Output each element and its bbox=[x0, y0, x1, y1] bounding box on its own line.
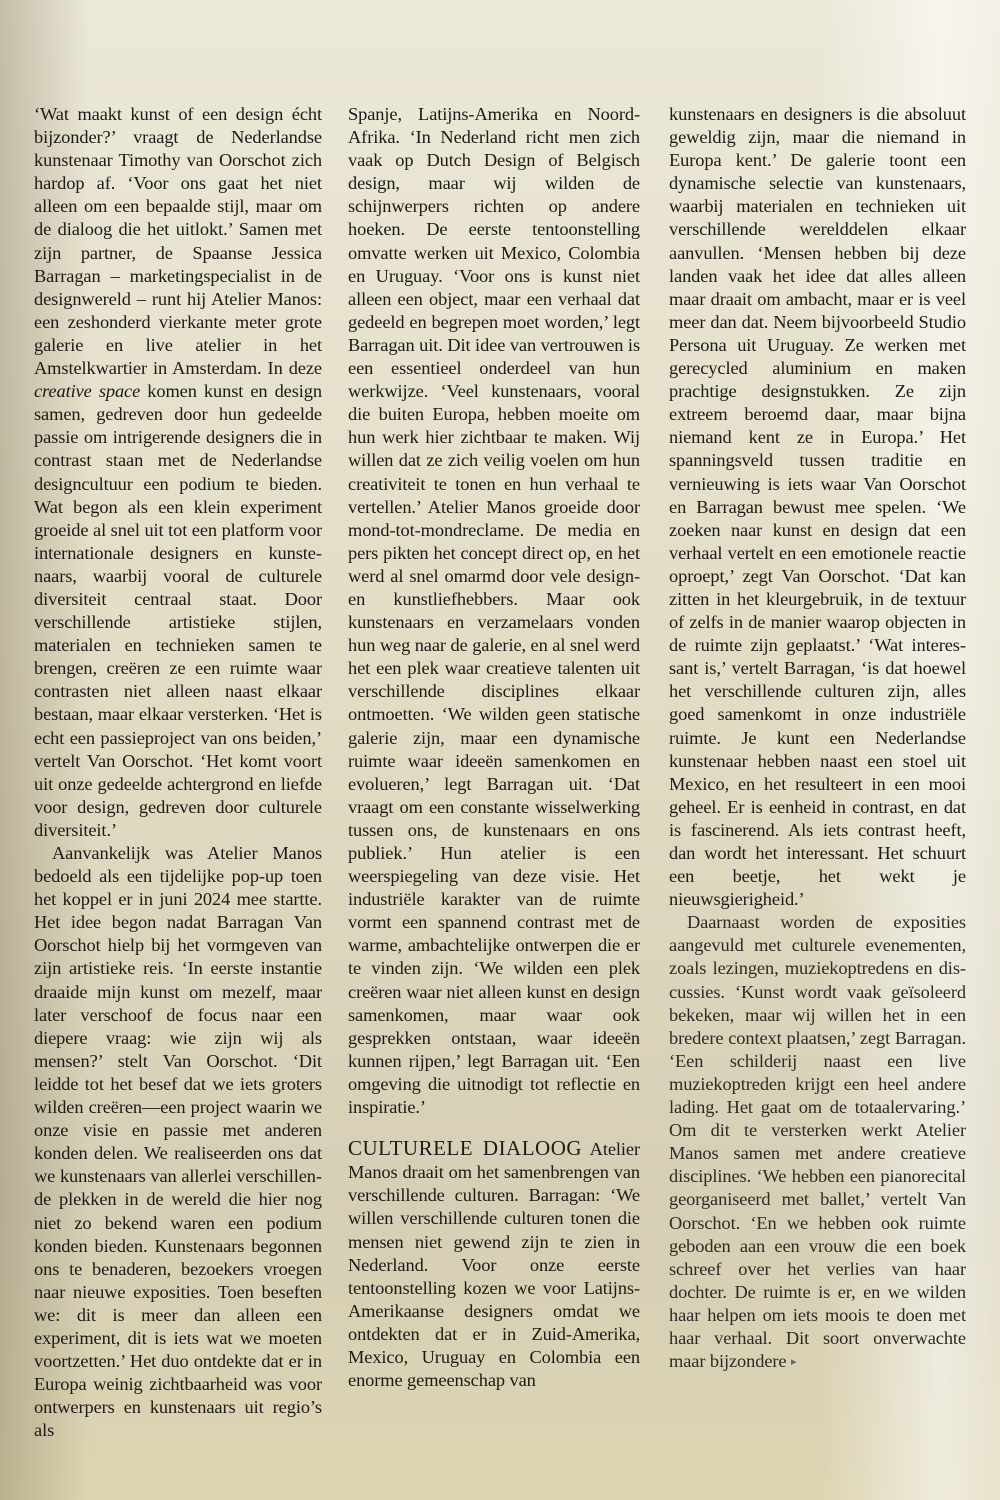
paragraph-continued-2: kunstenaars en designers is die absoluut geweldig zijn, maar die niemand in Europa kent.’ De galerie toont een dynamische selectie van kunstenaars, waarbij materialen en technieken uit verschillende werelddelen elkaar aanvullen. ‘Mensen hebben bij deze landen vaak het idee dat alles alleen maar draait om ambacht, maar er is veel meer dan dat. Neem bijvoorbeeld Studio Persona uit Uruguay. Ze werken met gerecycled aluminium en maken prachtige designstukken. Ze zijn extreem beroemd daar, maar bijna niemand kent ze in Europa.’ Het spanningsveld tussen traditie en vernieuwing is iets waar Van Oorschot en Barragan bewust mee spelen. ‘We zoeken naar kunst en design dat een verhaal vertelt en een emotionele reactie oproept,’ zegt Van Oorschot. ‘Dat kan zitten in het kleurgebruik, in de textuur of zelfs in de manier waarop objecten in de ruimte zijn geplaatst.’ ‘Wat interessant is,’ vertelt Barragan, ‘is dat hoewel het verschillende culturen zijn, alles goed samenkomt in onze industriële ruimte. Je kunt een Nederlandse kunstenaar hebben naast een stoel uit Mexico, en het resulteert in een mooi geheel. Er is eenheid in contrast, en dat is fascinerend. Als iets contrast heeft, dan wordt het interessant. Het schuurt een beetje, het wekt je nieuwsgierigheid.’ bbox=[669, 104, 966, 910]
paragraph-intro bbox=[34, 103, 322, 842]
italic-phrase: creative space bbox=[34, 381, 141, 402]
article-column-3 bbox=[669, 103, 966, 1374]
paragraph-continued: Spanje, Latijns-Amerika en Noord-Afrika. ‘In Nederland richt men zich vaak op Dutch Design of Belgisch design, maar wij wilden de schijnwerpers richten op andere hoeken. De eerste tentoonstelling omvatte werken uit Mexico, Colombia en Uruguay. ‘Voor ons is kunst niet alleen een object, maar een verhaal dat gedeeld en begrepen moet worden,’ legt Barragan uit. Dit idee van vertrouwen is een essentieel onderdeel van hun werkwijze. ‘Veel kunstenaars, vooral die buiten Europa, hebben moeite om hun werk hier zichtbaar te maken. Wij willen dat ze zich veilig voelen om hun creativiteit te tonen en hun verhaal te vertellen.’ Atelier Manos groeide door mond-tot-mondreclame. De media en pers pikten het concept direct op, en het werd al snel omarmd door vele design- en kunstliefhebbers. Maar ook kunstenaars en verzamelaars vonden hun weg naar de galerie, en al snel werd het een plek waar creatieve talenten uit verschillende disciplines elkaar ontmoetten. ‘We wilden geen statische galerie zijn, maar een dynamische ruimte waar ideeën samenkomen en evolueren,’ legt Barragan uit. ‘Dat vraagt om een constante wisselwerking tussen ons, de kunstenaars en ons publiek.’ Hun atelier is een weerspiegeling van deze visie. Het industriële karakter van de ruimte vormt een spannend contrast met de warme, ambachtelijke ontwerpen die er te vinden zijn. ‘We wilden een plek creëren waar niet alleen kunst en design samenkomen, maar waar ook gesprekken ontstaan, waar ideeën kunnen rijpen,’ legt Barragan uit. ‘Een omgeving die uitnodigt tot reflectie en inspiratie.’ bbox=[348, 104, 640, 1118]
section-heading: CULTURELE DIALOOG bbox=[348, 1136, 583, 1161]
paragraph-beginnings: Aanvankelijk was Atelier Manos bedoeld als een tijdelijke pop-up toen het koppel er in juni 2024 mee startte. Het idee begon nadat Barragan Van Oorschot hielp bij het vormgeven van zijn artistieke reis. ‘In eerste instantie draaide mijn kunst om mezelf, maar later verschoof de focus naar een diepere vraag: wie zijn wij als mensen?’ stelt Van Oorschot. ‘Dit leidde tot het besef dat we iets groters wilden creëren—een project waarin we onze visie en passie met anderen konden delen. We realiseerden ons dat we kunstenaars van allerlei verschillende plekken in de wereld die hier nog niet zo bekend waren een podium konden bieden. Kunstenaars begonnen ons te benaderen, bezoekers vroegen naar nieuwe exposities. Toen beseften we: dit is meer dan alleen een experiment, dit is iets wat we moeten voortzetten.’ Het duo ontdekte dat er in Europa weinig zichtbaarheid was voor ontwerpers en kunstenaars uit regio’s als bbox=[34, 843, 322, 1441]
intro-text-end: komen kunst en design samen, gedreven door hun gedeelde passie om intrigerende designers die in contrast staan met de Nederlandse designcultuur een podium te bieden. Wat begon als een klein experiment groeide al snel uit tot een platform voor internationale designers en kunstenaars, waarbij vooral de culturele diversiteit centraal staat. Door verschillende artistieke stijlen, materialen en technieken samen te brengen, creëren ze een ruimte waar contrasten niet alleen naast elkaar bestaan, maar elkaar versterken. ‘Het is echt een passieproject van ons beiden,’ vertelt Van Oorschot. ‘Het komt voort uit onze gedeelde achtergrond en liefde voor design, gedreven door culturele diversiteit.’ bbox=[34, 381, 322, 840]
continue-arrow-icon: ▸ bbox=[790, 1356, 797, 1369]
intro-text-start: ‘Wat maakt kunst of een design écht bijzonder?’ vraagt de Nederlandse kunstenaar Timothy van Oorschot zich hardop af. ‘Voor ons gaat het niet alleen om een bepaalde stijl, maar om de dialoog die het uitlokt.’ Samen met zijn partner, de Spaanse Jessica Barragan – marketingspecialist in de designwereld – runt hij Atelier Manos: een zeshonderd vierkante meter grote galerie en live atelier in het Amstelkwartier in Amsterdam. In deze bbox=[34, 104, 322, 379]
section-text: Atelier Manos draait om het samenbrengen van verschillende culturen. Barragan: ‘We willen verschillende culturen tonen die mensen niet gewend zijn te zien in Nederland. Voor onze eerste tentoonstelling kozen we voor Latijns-Amerikaanse designers omdat we ontdekten dat er in Zuid-Amerika, Mexico, Uruguay en Colombia een enorme gemeenschap van bbox=[348, 1139, 640, 1391]
article-column-1 bbox=[34, 103, 322, 1442]
article-column-2 bbox=[348, 103, 640, 1392]
paragraph-events bbox=[669, 911, 966, 1374]
events-text: Daarnaast worden de exposities aangevuld met culturele evenementen, zoals lezingen, muziekoptredens en discussies. ‘Kunst wordt vaak geïsoleerd bekeken, maar wij willen het in een bredere context plaatsen,’ zegt Barragan. ‘Een schilderij naast een live muziekoptreden krijgt een heel andere lading. Het gaat om de totaalervaring.’ Om dit te versterken werkt Atelier Manos samen met andere creatieve disciplines. ‘We hebben een pianorecital georganiseerd met ballet,’ vertelt Van Oorschot. ‘En we hebben ook ruimte geboden aan een vrouw die een boek schreef over het verlies van haar dochter. De ruimte is er, en we wilden haar helpen om iets moois te doen met haar verhaal. Dit soort onverwachte maar bijzondere bbox=[669, 912, 966, 1372]
paragraph-section bbox=[348, 1137, 640, 1392]
